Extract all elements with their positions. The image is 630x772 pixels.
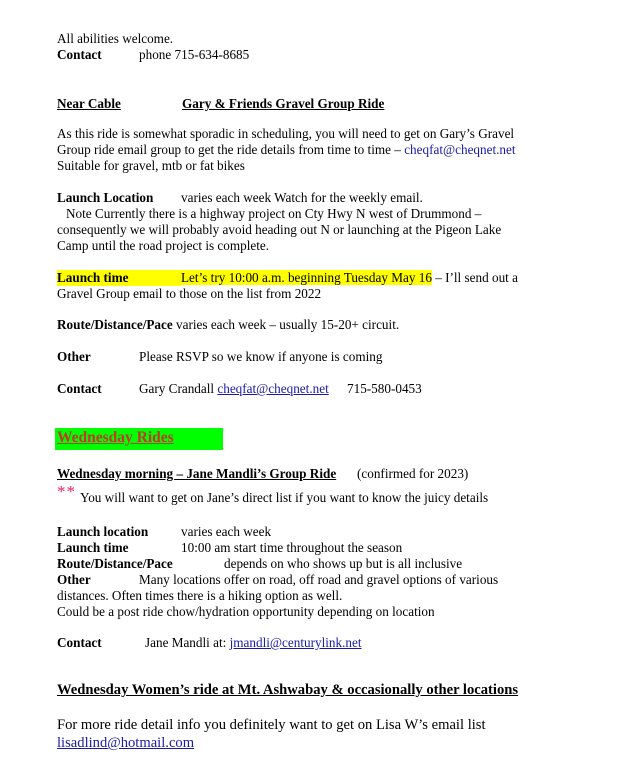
- jane-route-value: depends on who shows up but is all inclusive: [224, 556, 463, 571]
- cable-launch-time-value: Let’s try 10:00 a.m. beginning Tuesday May 16: [181, 270, 432, 285]
- cable-location-heading: Near Cable: [57, 96, 121, 111]
- jane-launch-time-value: 10:00 am start time throughout the season: [181, 540, 403, 555]
- intro-line: All abilities welcome.: [57, 31, 174, 46]
- jane-other-label: Other: [57, 572, 91, 587]
- jane-asterisks: **: [57, 482, 76, 501]
- cable-desc-line1: As this ride is somewhat sporadic in scheduling, you will need to get on Gary’s Gravel: [57, 126, 515, 141]
- jane-launch-location-label: Launch location: [57, 524, 149, 539]
- cable-desc-line2: [57, 142, 516, 158]
- jane-route-label: Route/Distance/Pace: [57, 556, 173, 571]
- cable-other-label: Other: [57, 349, 91, 364]
- jane-contact-label: Contact: [57, 635, 102, 650]
- jane-other-line3: Could be a post ride chow/hydration opportunity depending on location: [57, 604, 435, 619]
- jane-note-line: [57, 484, 76, 501]
- cable-desc-line2-text: Group ride email group to get the ride details from time to time –: [57, 142, 405, 157]
- jane-contact-email-link[interactable]: jmandli@centurylink.net: [229, 635, 362, 650]
- intro-contact-label: Contact: [57, 47, 102, 62]
- cable-route-value: varies each week – usually 15-20+ circuit.: [172, 317, 400, 332]
- jane-launch-time-label: Launch time: [57, 540, 129, 555]
- women-ride-email-link[interactable]: lisadlind@hotmail.com: [57, 735, 195, 751]
- cable-launch-time-line1: [181, 270, 518, 286]
- intro-contact-phone: phone 715-634-8685: [139, 47, 250, 62]
- jane-contact-name: Jane Mandli at:: [145, 635, 230, 650]
- cable-launch-location-label: Launch Location: [57, 190, 154, 205]
- cable-contact-email-link[interactable]: cheqfat@cheqnet.net: [217, 381, 329, 396]
- jane-launch-location-value: varies each week: [181, 524, 272, 539]
- wednesday-banner-title: Wednesday Rides: [57, 429, 174, 446]
- jane-note-text: You will want to get on Jane’s direct list if you want to know the juicy details: [80, 490, 489, 505]
- cable-ride-title: Gary & Friends Gravel Group Ride: [182, 96, 385, 111]
- cable-launch-time-label: Launch time: [57, 270, 181, 286]
- cable-other-value: Please RSVP so we know if anyone is coming: [139, 349, 383, 364]
- jane-other-line2: distances. Often times there is a hiking option as well.: [57, 588, 343, 603]
- jane-title-line: [57, 466, 336, 482]
- cable-route-line: [57, 317, 399, 333]
- cable-launch-location-value: varies each week Watch for the weekly email.: [181, 190, 423, 205]
- jane-ride-title: Wednesday morning – Jane Mandli’s Group Ride: [57, 466, 337, 481]
- cable-note-line1: Note Currently there is a highway project on Cty Hwy N west of Drummond –: [66, 206, 482, 221]
- jane-other-value: Many locations offer on road, off road and gravel options of various: [139, 572, 499, 587]
- women-ride-desc: For more ride detail info you definitely want to get on Lisa W’s email list: [57, 717, 486, 733]
- jane-confirmed-note: (confirmed for 2023): [357, 466, 469, 481]
- cable-contact-name: Gary Crandall: [139, 381, 218, 396]
- cable-note-line3: Camp until the road project is complete.: [57, 238, 270, 253]
- cable-launch-time-line2: Gravel Group email to those on the list from 2022: [57, 286, 322, 301]
- cable-route-label: Route/Distance/Pace: [57, 317, 173, 332]
- women-ride-title: Wednesday Women’s ride at Mt. Ashwabay & occasionally other locations: [57, 682, 519, 698]
- cable-contact-phone: 715-580-0453: [347, 381, 422, 396]
- cable-contact-label: Contact: [57, 381, 102, 396]
- cable-launch-time-rest: – I’ll send out a: [431, 270, 518, 285]
- cable-email-link[interactable]: cheqfat@cheqnet.net: [404, 142, 516, 157]
- cable-note-line2: consequently we will probably avoid heading out N or launching at the Pigeon Lake: [57, 222, 502, 237]
- jane-contact-line: [145, 635, 362, 651]
- cable-desc-line3: Suitable for gravel, mtb or fat bikes: [57, 158, 245, 173]
- cable-contact-line: [139, 381, 329, 397]
